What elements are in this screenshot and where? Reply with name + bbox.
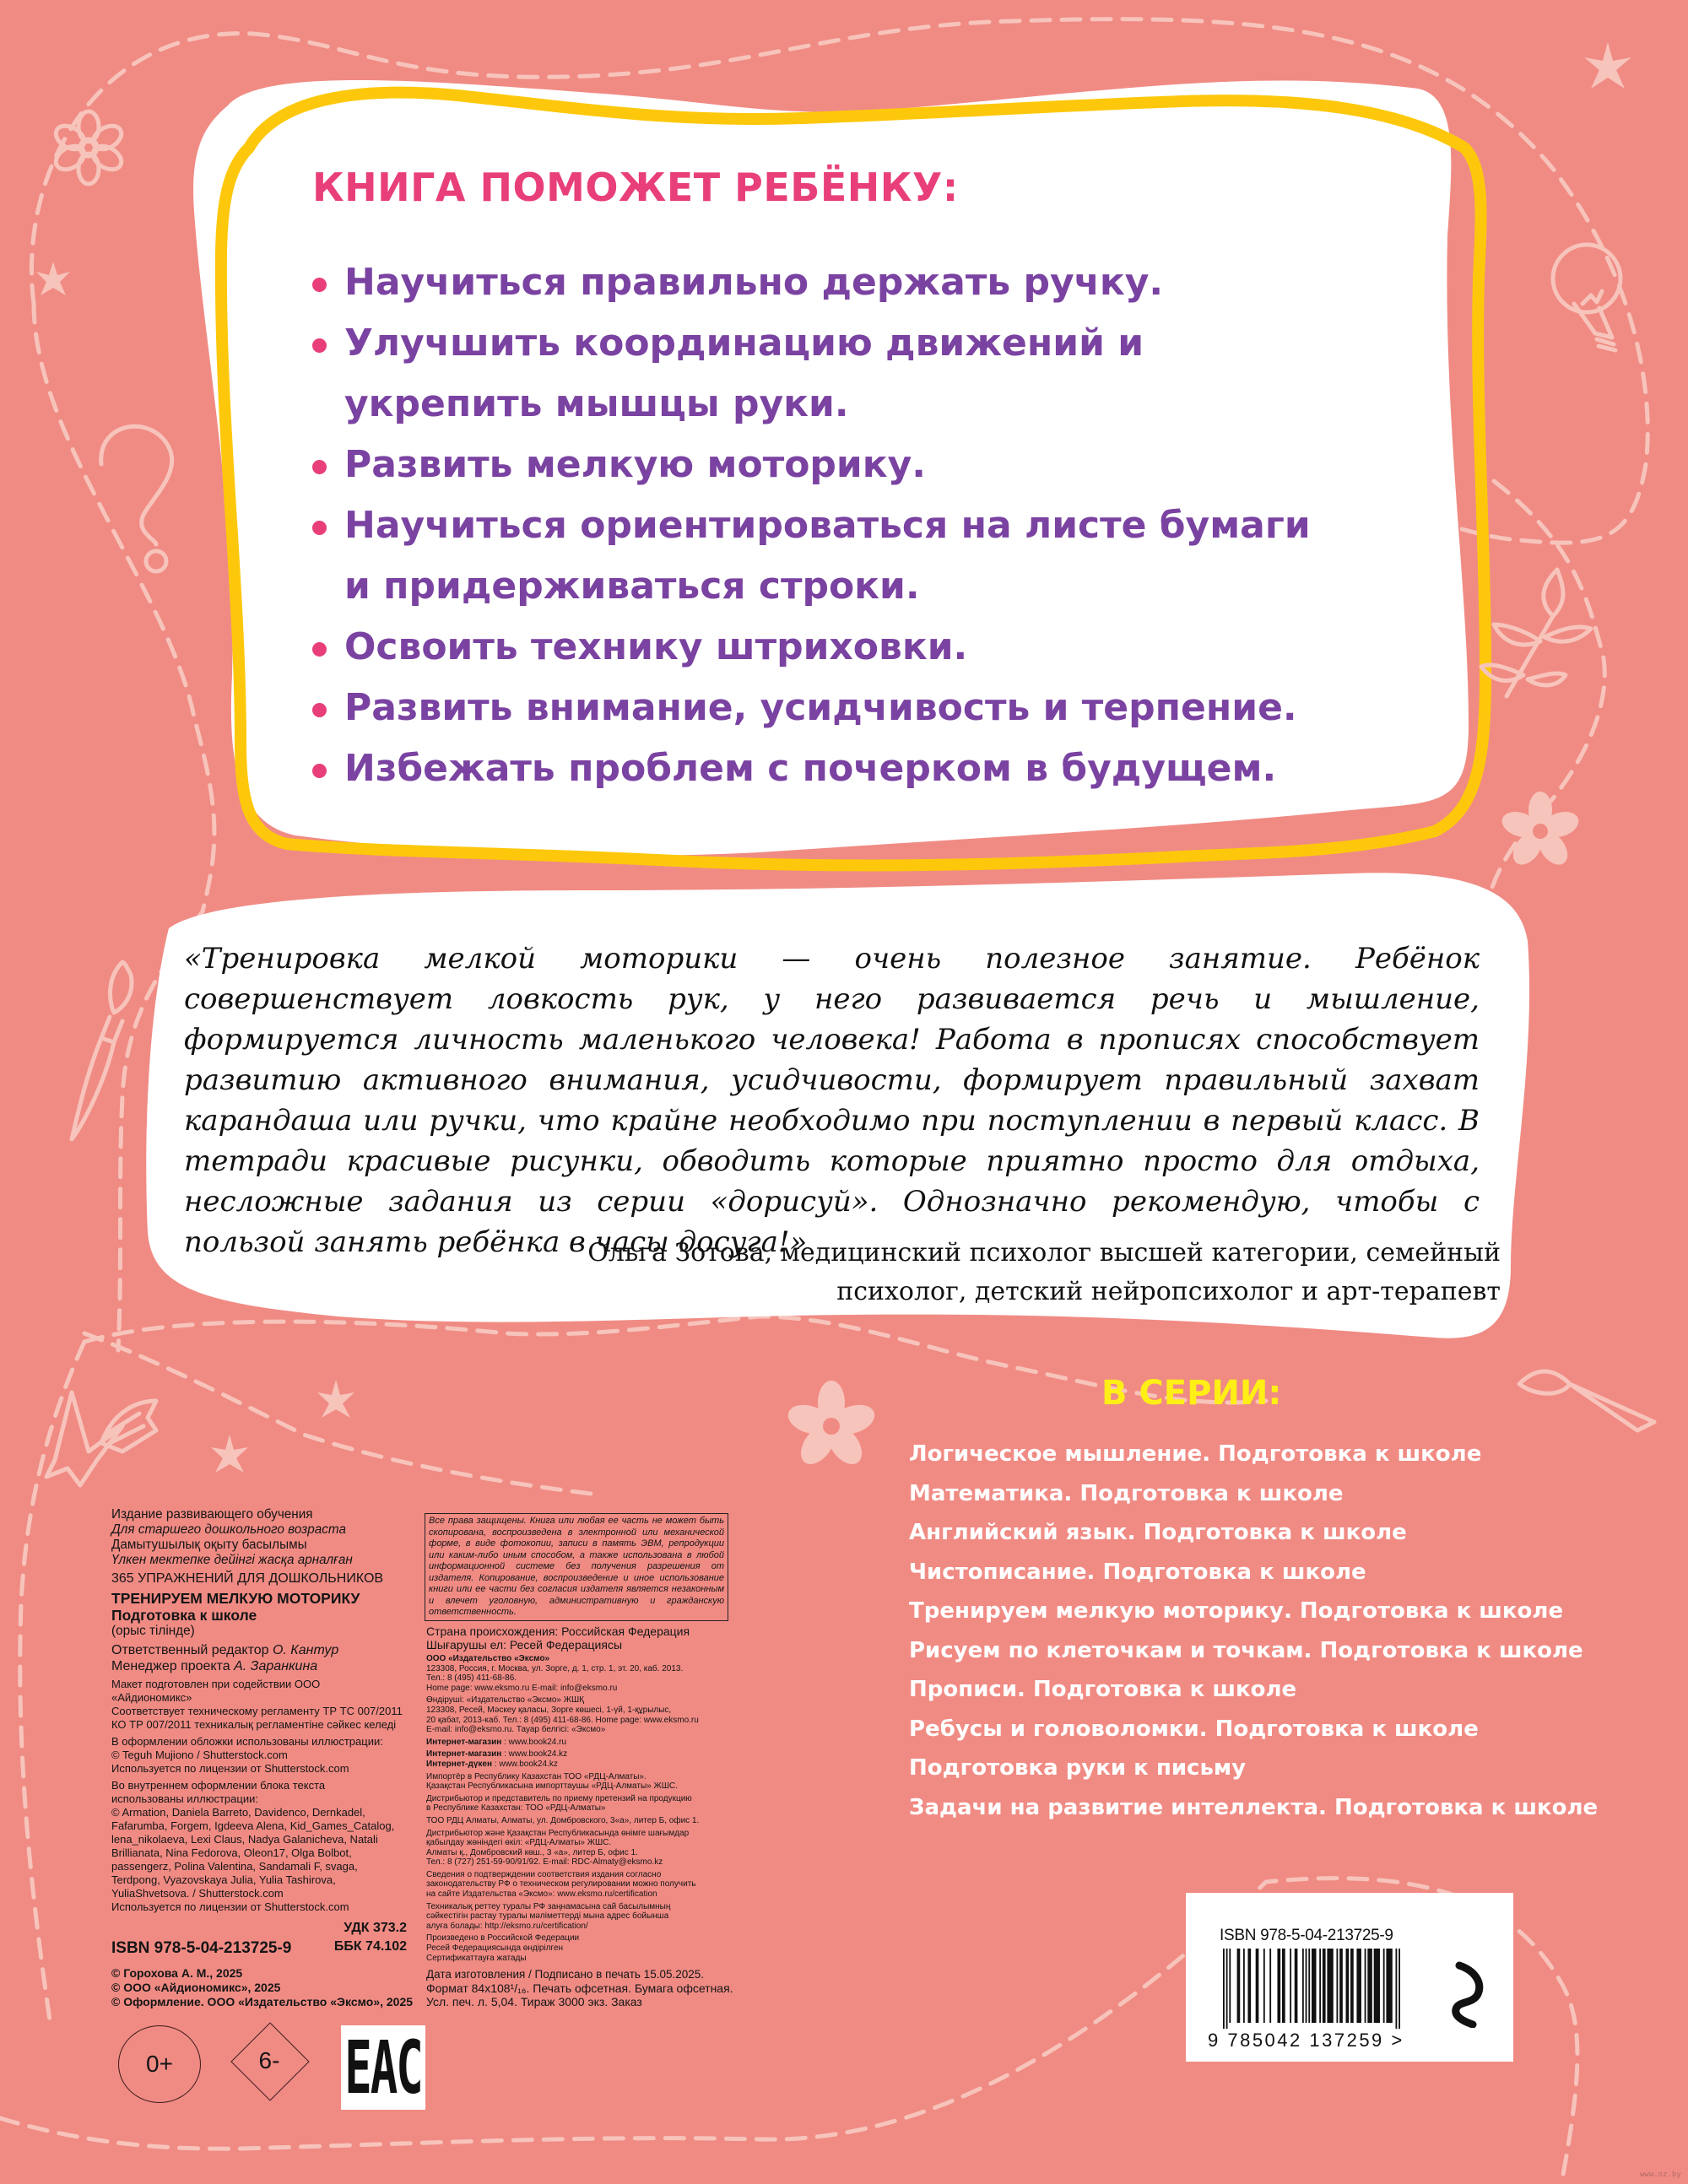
series-item: Подготовка руки к письму (909, 1755, 1247, 1781)
barcode-bar (1339, 1949, 1343, 2023)
sparkle-icon (211, 1435, 248, 1473)
benefit-item: Освоить технику штриховки. (312, 617, 1435, 678)
shooting-star-icon (46, 1392, 156, 1485)
shop-link: : www.book24.kz (492, 1759, 558, 1769)
barcode-bar (1356, 1949, 1361, 2023)
barcode-bar (1247, 1949, 1251, 2023)
quote-attribution: Ольга Зотова, медицинский психолог высшей категории, семейный психолог, детский нейропсихолог и арт-терапевт (587, 1238, 1501, 1306)
barcode-bar (1263, 1949, 1265, 2023)
watermark: www.oz.by (1640, 2170, 1681, 2179)
series-item: Рисуем по клеточкам и точкам. Подготовка к школе (909, 1637, 1583, 1663)
expert-quote (184, 938, 1480, 1262)
barcode-bar (1323, 1949, 1326, 2023)
series-item: Ребусы и головоломки. Подготовка к школе (909, 1716, 1479, 1742)
barcode-bar (1327, 1949, 1333, 2023)
flower-filled-icon (1499, 792, 1582, 870)
dashed-path-middle (84, 1316, 1266, 1403)
barcode-bar (1223, 1949, 1225, 2029)
barcode-bar (1226, 1949, 1228, 2029)
barcode-bar (1319, 1949, 1321, 2023)
flower-outline-icon (51, 111, 125, 184)
rights-notice: Все права защищены. Книга или любая ее часть не может быть скопирована, воспроизведена в электронной или механической форме, в виде фотокопии, записи в память ЭВМ, репродукции или каким-либо иным способом, а также использована в любой информационной системе без получения разрешения от издателя. Копирование, воспроизведение и иное использование книги или ее части без согласия издателя является незаконным и влечет уголовную, административную и гражданскую ответственность. (425, 1513, 728, 1621)
barcode-bar (1243, 1949, 1245, 2023)
dashed-path-wave (84, 1333, 591, 1494)
sparkle-icon (36, 262, 70, 295)
barcode-bar (1237, 1949, 1241, 2023)
bullet-dot-icon (312, 460, 327, 474)
series-item: Чистописание. Подготовка к школе (909, 1559, 1366, 1585)
barcode-bar (1302, 1949, 1304, 2023)
barcode-bar (1282, 1949, 1285, 2023)
bullet-dot-icon (312, 703, 327, 717)
series-item: Математика. Подготовка к школе (909, 1480, 1344, 1506)
benefit-item: Избежать проблем с почерком в будущем. (312, 738, 1435, 799)
barcode-bar (1336, 1949, 1338, 2023)
barcode-bar (1367, 1949, 1372, 2023)
barcode-bar (1256, 1949, 1259, 2023)
series-item: Задачи на развитие интеллекта. Подготовка к школе (909, 1794, 1599, 1820)
bullet-dot-icon (312, 278, 327, 292)
barcode-bar (1386, 1949, 1392, 2023)
benefit-item: Научиться правильно держать ручку. (312, 252, 1435, 313)
series-item: Логическое мышление. Подготовка к школе (909, 1441, 1482, 1467)
series-title: В СЕРИИ: (1101, 1374, 1282, 1413)
eksmo-logo-icon (1447, 1960, 1485, 2028)
udk-code: УДК 373.2 (344, 1921, 407, 1935)
series-list (909, 1435, 1598, 1827)
shop-link: : www.book24.ru (501, 1737, 567, 1747)
barcode-bar (1229, 1949, 1231, 2023)
benefits-list (312, 252, 1435, 799)
barcode-bar (1395, 1949, 1397, 2029)
series-item: Английский язык. Подготовка к школе (909, 1520, 1407, 1545)
barcode-bar (1290, 1949, 1291, 2023)
series-item: Прописи. Подготовка к школе (909, 1677, 1297, 1702)
barcode-bar (1399, 1949, 1400, 2029)
quote-text: «Тренировка мелкой моторики — очень полезное занятие. Ребёнок совершенствует ловкость рук, у него развивается речь и мышление, формируется личность маленького человека! Работа в прописях способствует развитию активного внимания, усидчивости, формирует правильный захват карандаша или ручки, что крайне необходимо при поступлении в первый класс. В тетради красивые рисунки, обводить которые приятно просто для отдыха, несложные задания из серии «дорисуй». Однозначно рекомендую, чтобы с пользой занять ребёнка в часы досуга!» (184, 942, 1480, 1259)
barcode (1223, 1949, 1400, 2029)
benefit-item: Развить мелкую моторику. (312, 435, 1435, 495)
benefit-item: Улучшить координацию движений и укрепить мышцы руки. (312, 313, 1340, 435)
paintbrush-icon-right (1519, 1371, 1654, 1430)
series-name: 365 УПРАЖНЕНИЙ ДЛЯ ДОШКОЛЬНИКОВ (111, 1571, 384, 1586)
publisher-info: Страна происхождения: Российская Федерация Шығарушы ел: Ресей Федерациясы ООО «Издательство «Эксмо» 123308, Россия, г. Москва, ул. Зорге, д. 1, стр. 1, эт. 20, каб. 2013. Тел.: 8 (495) 411-68-86. Home page: www.eksmo.ru E-mail: info@eksmo.ru Өндіруші: «Издательство «Эксмо» ЖШҚ 123308, Ресей, Мәскеу қаласы, Зорге көшесі, 1-үй, 1-құрылыс, 20 қабат, 2013-каб. Тел.: 8 (495) 411-68-86. Home page: www.eksmo.ru E-mail: info@eksmo.ru. Тауар белгісі: «Эксмо» Интернет-магазин : www.book24.ru Интернет-магазин : www.book24.kz Интернет-дүкен : www.book24.kz Импортёр в Республику Казахстан ТОО «РДЦ-Алматы». Қазақстан Республикасына импорттаушы «РДЦ-Алматы» ЖШС. Дистрибьютор и представитель по приему претензий на продукцию в Республике Казахстан: ТОО «РДЦ-Алматы» ТОО РДЦ Алматы, Алматы, ул. Домбровского, 3«а», литер Б, офис 1. Дистрибьютор және Қазақстан Республикасында өнімге шағымдар қабылдау жөніндегі өкіл: «РДЦ-Алматы» ЖШС. Алматы қ., Домбровский көш., 3 «а», литер Б, офис 1. Тел.: 8 (727) 251-59-90/91/92. E-mail: RDC-Almaty@eksmo.kz Сведения о подтверждении соответствия издания согласно законодательству РФ о техническом регулировании можно получить на сайте Издательства «Эксмо»: www.eksmo.ru/certification Техникалық реттеу туралы РФ заңнамасына сай басылымның сәйкестігін растау туралы мәліметтерді мына адрес бойынша алуға болады: http://eksmo.ru/certification/ Произведено в Российской Федерации Ресей Федерациясында өндірілген Сертификаттауға жатады Дата изготовления / Подписано в печать 15.05.2025. Формат 84х108¹/₁₆. Печать офсетная. Бумага офсетная. Усл. печ. л. 5,04. Тираж 3000 экз. Заказ (426, 1624, 733, 2008)
barcode-bar (1350, 1949, 1354, 2023)
benefits-section (312, 165, 1435, 799)
benefit-item: Научиться ориентироваться на листе бумаги и придерживаться строки. (312, 495, 1340, 617)
barcode-bar (1312, 1949, 1317, 2023)
dashed-path-right (1483, 481, 1604, 962)
bullet-dot-icon (312, 338, 327, 353)
sparkle-icon (1584, 42, 1631, 89)
flower-filled-icon (784, 1381, 878, 1470)
barcode-digits: 9 785042 137259 > (1208, 2030, 1404, 2051)
barcode-bar (1269, 1949, 1271, 2023)
book-title: ТРЕНИРУЕМ МЕЛКУЮ МОТОРИКУ (111, 1590, 360, 1607)
series-item: Тренируем мелкую моторику. Подготовка к школе (909, 1598, 1564, 1624)
benefit-item: Развить внимание, усидчивость и терпение. (312, 678, 1435, 738)
eac-logo-text: EAC (344, 2025, 422, 2111)
age-rating-badge: 0+ (118, 2025, 201, 2103)
sparkle-icon (317, 1380, 354, 1418)
barcode-bar (1374, 1949, 1380, 2023)
barcode-bar (1277, 1949, 1280, 2023)
bullet-dot-icon (312, 521, 327, 535)
book-subtitle: Подготовка к школе (111, 1607, 257, 1624)
barcode-bar (1383, 1949, 1385, 2023)
imprint-info: Издание развивающего обучения Для старшего дошкольного возраста Дамытушылық оқыту басылымы Үлкен мектепке дейінгі жасқа арналған 365 УПРАЖНЕНИЙ ДЛЯ ДОШКОЛЬНИКОВ ТРЕНИРУЕМ МЕЛКУЮ МОТОРИКУ Подготовка к школе (орыс тілінде) Ответственный редактор О. Кантур Менеджер проекта А. Заранкина Макет подготовлен при содействии ООО «Айдиономикс» Соответствует техническому регламенту ТР ТС 007/2011 КО ТР 007/2011 техникалық регламентіне сәйкес келеді В оформлении обложки использованы иллюстрации: © Teguh Mujiono / Shutterstock.com Используется по лицензии от Shutterstock.com Во внутреннем оформлении блока текста использованы иллюстрации: © Armation, Daniela Barreto, Davidenco, Dernkadel, Fafarumba, Forgem, Igdeeva Alena, Kid_Games_Catalog, lena_nikolaeva, Lexi Claus, Nadya Galanicheva, Natali Brillianata, Nina Fedorova, Oleon17, Olga Bolbot, passengerz, Polina Valentina, Sandamali F, svaga, Terdpong, Vyazovskaya Julia, Yulia Tashirova, YuliaShvetsova. / Shutterstock.com Используется по лицензии от Shutterstock.com (111, 1507, 403, 1913)
isbn-classification (111, 1921, 407, 1960)
copyright-list: © Горохова А. М., 2025 © ООО «Айдиономикс», 2025 © Оформление. ООО «Издательство «Эксмо», 2025 (111, 1966, 414, 2008)
bullet-dot-icon (312, 764, 327, 778)
age-recommendation-badge: 6- (230, 2022, 308, 2100)
barcode-bar (1365, 1949, 1366, 2023)
question-mark-icon (101, 426, 172, 571)
barcode-bar (1308, 1949, 1310, 2023)
leaf-branch-icon (1481, 570, 1591, 696)
barcode-isbn: ISBN 978-5-04-213725-9 (1220, 1927, 1393, 1944)
barcode-bar (1295, 1949, 1298, 2023)
benefits-title: КНИГА ПОМОЖЕТ РЕБЁНКУ: (312, 165, 959, 210)
bbk-code: ББК 74.102 (333, 1939, 407, 1954)
shop-link: : www.book24.kz (501, 1749, 568, 1760)
barcode-panel (1186, 1893, 1513, 2062)
barcode-bar (1306, 1949, 1307, 2023)
bullet-dot-icon (312, 642, 327, 657)
eac-mark-icon (341, 2025, 425, 2110)
isbn-code: ISBN 978-5-04-213725-9 (111, 1939, 292, 1957)
dashed-path-bottom-left (20, 1342, 84, 2025)
barcode-bar (1346, 1949, 1350, 2023)
